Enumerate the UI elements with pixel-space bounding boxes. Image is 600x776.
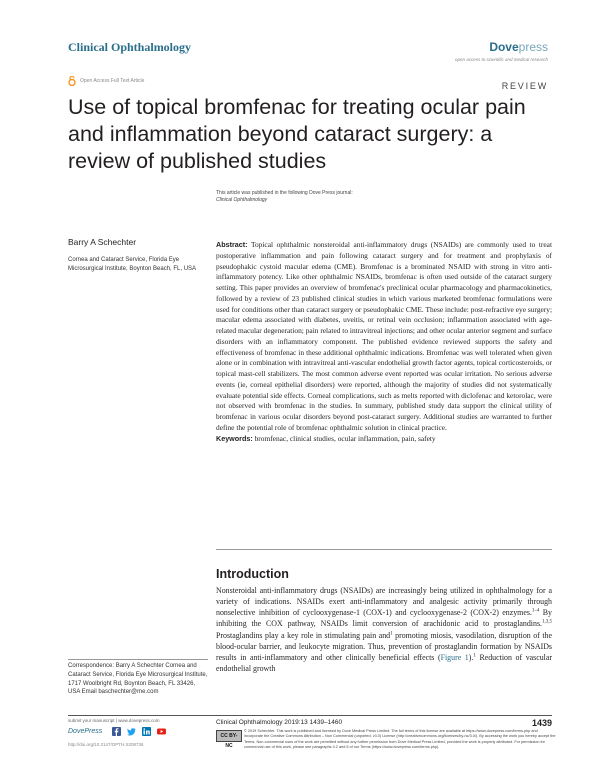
article-type: REVIEW bbox=[501, 81, 548, 91]
abstract-divider bbox=[216, 549, 552, 550]
intro-part6: Reduction of vascular endothelial growth bbox=[216, 652, 552, 674]
linkedin-icon[interactable] bbox=[142, 727, 151, 736]
publication-note bbox=[216, 190, 353, 204]
publisher-press: press bbox=[518, 40, 548, 54]
youtube-icon[interactable] bbox=[157, 727, 166, 736]
introduction-heading: Introduction bbox=[216, 567, 289, 581]
ref-2[interactable]: 1,3,5 bbox=[542, 619, 552, 625]
figure-1-link[interactable]: Figure 1 bbox=[440, 652, 469, 662]
ref-3[interactable]: 1 bbox=[390, 631, 393, 636]
author-affiliation: Cornea and Cataract Service, Florida Eye Microsurgical Institute, Boynton Beach, FL, USA bbox=[68, 257, 197, 272]
footer-logo: DovePress bbox=[68, 728, 103, 735]
publication-note-journal: Clinical Ophthalmology bbox=[216, 197, 268, 203]
copyright-notice: © 2019 Schechter. This work is published and licensed by Dove Medical Press Limited. The full terms of this license are available at https://www.dovepress.com/terms.php and incorporate the Creative Commons Attribution – Non Commercial (unported, v3.0) License (http://creativecommons.org/licenses/by-nc/3.0/). By accessing the work you hereby accept the Terms. Non-commercial uses of the work are permitted without any further permission from Dove Medical Press Limited, provided the work is properly attributed. For permission for commercial use of this work, please see paragraphs 4.2 and 5 of our Terms (https://www.dovepress.com/terms.php). bbox=[244, 729, 556, 750]
correspondence: Correspondence: Barry A Schechter Cornea and Cataract Service, Florida Eye Microsurgical Institute, 1717 Woolbright Rd, Boynton Beach, FL 33426, USA Email baschechter@me.com bbox=[68, 663, 208, 696]
abstract-label: Abstract: bbox=[216, 240, 248, 249]
page-number: 1439 bbox=[531, 718, 552, 728]
doi-link[interactable]: http://doi.org/10.2147/OPTH.S208736 bbox=[68, 742, 144, 747]
cc-license-badge[interactable]: CC BY-NC bbox=[216, 730, 242, 742]
journal-name: Clinical Ophthalmology bbox=[68, 40, 192, 54]
intro-part1: Nonsteroidal anti-inflammatory drugs (NSAIDs) are increasingly being utilized in ophthalmology for a variety of indications. NSAIDs exert anti-inflammatory and analgesic activity primarily through nonselective inhibition of cyclooxygenase-1 (COX-1) and cyclooxygenase-2 (COX-2) enzymes. bbox=[216, 586, 552, 618]
citation: Clinical Ophthalmology 2019:13 1439–1460 bbox=[216, 719, 343, 726]
intro-part3: Prostaglandins play a key role in stimulating pain and bbox=[216, 630, 391, 640]
publication-note-text: This article was published in the following Dove Press journal: bbox=[216, 190, 353, 196]
publisher-tagline: open access to scientific and medical research bbox=[454, 57, 548, 62]
footer-divider bbox=[68, 715, 552, 716]
open-access-text: Open Access Full Text Article bbox=[80, 78, 145, 84]
intro-part2: By inhibiting the COX pathway, NSAIDs limit conversion of arachidonic acid to prostaglandins. bbox=[216, 608, 552, 629]
correspondence-divider bbox=[68, 659, 208, 660]
submit-link[interactable]: submit your manuscript | www.dovepress.com bbox=[68, 718, 160, 723]
author-name: Barry A Schechter bbox=[68, 237, 137, 247]
abstract bbox=[216, 240, 552, 444]
article-title: Use of topical bromfenac for treating ocular pain and inflammation beyond cataract surgery: a review of published studies bbox=[68, 95, 526, 173]
introduction-text bbox=[216, 585, 552, 674]
keywords-text: bromfenac, clinical studies, ocular inflammation, pain, safety bbox=[254, 433, 436, 443]
ref-4[interactable]: 1 bbox=[473, 653, 476, 659]
facebook-icon[interactable] bbox=[112, 727, 121, 736]
ref-1[interactable]: 1–4 bbox=[531, 608, 540, 614]
publisher-dove: Dove bbox=[489, 40, 519, 54]
abstract-text: Topical ophthalmic nonsteroidal anti-inflammatory drugs (NSAIDs) are commonly used to treat postoperative inflammation and pain following cataract surgery and for treatment and prophylaxis of pseudophakic cystoid macular edema (CME). Bromfenac is a brominated NSAID with strong in vitro anti-inflammatory potency. Like other ophthalmic NSAIDs, bromfenac is often used outside of the cataract surgery setting. This paper provides an overview of bromfenac's preclinical ocular pharmacology and pharmacokinetics, followed by a review of 23 published clinical studies in which various marketed bromfenac formulations were used for conditions other than cataract surgery or pseudophakic CME. These include: post-refractive eye surgery; macular edema associated with diabetes, uveitis, or retinal vein occlusion; inflammation associated with age-related macular degeneration; pain related to intravitreal injections; and other ocular anterior segment and surface disorders with an inflammatory component. The published evidence reviewed supports the safety and effectiveness of bromfenac in these additional ophthalmic indications. Bromfenac was well tolerated when given alone or in combination with intravitreal anti-vascular endothelial growth factor agents, topical corticosteroids, or topical mast-cell stabilizers. The most common adverse event reported was ocular irritation. No serious adverse events (ie, corneal epithelial disorders) were reported, although the majority of studies did not systematically evaluate potential side effects. Corneal complications, such as melts reported with diclofenac and ketorolac, were not observed with bromfenac in the studies. In summary, published study data support the clinical utility of bromfenac in various ocular disorders beyond post-cataract surgery. Additional studies are warranted to further define the potential role of bromfenac ophthalmic solution in clinical practice. bbox=[216, 240, 552, 432]
open-access-label bbox=[68, 76, 144, 86]
publisher-logo bbox=[489, 40, 548, 54]
social-links bbox=[112, 727, 166, 736]
open-access-icon bbox=[68, 76, 76, 86]
twitter-icon[interactable] bbox=[127, 727, 136, 736]
intro-part4: promoting miosis, vasodilation, disruption of the blood-ocular barrier, and leukocyte migration. Thus, prevention of prostaglandin formation by NSAIDs results in anti-inflammatory and other clinically beneficial effects ( bbox=[216, 630, 552, 662]
keywords-label: Keywords: bbox=[216, 433, 253, 443]
intro-part5: ). bbox=[468, 652, 474, 662]
